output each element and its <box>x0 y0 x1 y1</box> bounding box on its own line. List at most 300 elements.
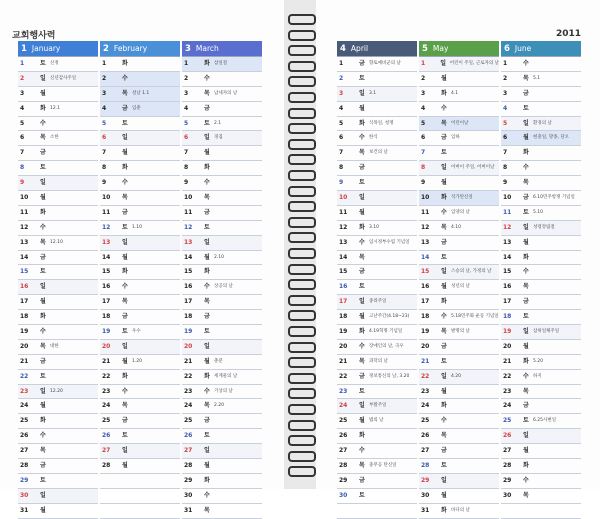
weekday: 수 <box>204 74 210 82</box>
day-row <box>337 176 417 191</box>
day-number: 7 <box>421 149 426 157</box>
day-number: 3 <box>503 89 508 97</box>
day-number: 25 <box>20 417 29 425</box>
day-row <box>337 325 417 340</box>
weekday: 수 <box>441 313 447 321</box>
day-number: 13 <box>503 238 512 246</box>
weekday: 토 <box>523 417 529 425</box>
day-number: 10 <box>184 194 193 202</box>
day-row <box>18 176 98 191</box>
weekday: 수 <box>204 387 210 395</box>
day-row <box>501 251 581 266</box>
weekday: 금 <box>122 208 128 216</box>
day-note: 세계물의 날 <box>214 373 238 379</box>
day-number: 13 <box>102 238 111 246</box>
day-number: 19 <box>184 328 193 336</box>
weekday: 화 <box>122 372 128 380</box>
day-row <box>18 87 98 102</box>
day-note: 삼일절 <box>214 61 228 66</box>
weekday: 토 <box>204 223 210 231</box>
weekday: 화 <box>204 60 210 67</box>
spiral-binding <box>284 0 316 489</box>
binding-ring <box>288 186 316 197</box>
weekday: 목 <box>359 462 365 470</box>
month-header <box>337 41 417 56</box>
month-column <box>419 41 499 519</box>
day-note: 바다의 날 <box>451 507 470 513</box>
day-row <box>182 206 262 221</box>
day-number: 2 <box>20 74 25 82</box>
day-row <box>419 72 499 87</box>
day-number: 23 <box>20 387 29 395</box>
day-number: 20 <box>102 342 111 350</box>
day-number: 16 <box>421 283 430 291</box>
weekday: 토 <box>441 253 447 261</box>
day-row <box>182 221 262 236</box>
weekday: 일 <box>441 476 447 484</box>
weekday: 수 <box>359 342 365 350</box>
day-row <box>18 131 98 146</box>
month-name: April <box>350 44 369 53</box>
day-number: 27 <box>339 447 348 455</box>
weekday: 수 <box>40 119 46 127</box>
day-number: 5 <box>503 119 508 127</box>
day-list <box>182 56 262 519</box>
day-note: 어린이 주일, 근로자의 날 <box>449 61 499 66</box>
binding-ring <box>288 357 316 368</box>
day-row <box>501 176 581 191</box>
day-note: 스승의 날, 가정의 날 <box>451 269 492 275</box>
day-row <box>182 57 262 72</box>
day-row <box>182 191 262 206</box>
day-note: 상공의 날 <box>214 284 233 290</box>
day-number <box>100 504 122 518</box>
binding-ring <box>288 170 316 181</box>
day-row <box>337 251 417 266</box>
day-number: 12 <box>339 223 348 231</box>
day-note: 향토예비군의 날 <box>369 61 401 66</box>
day-number: 30 <box>421 491 430 499</box>
day-number: 18 <box>421 313 430 321</box>
month-header <box>100 41 180 56</box>
day-row <box>18 191 98 206</box>
day-number: 30 <box>339 491 348 499</box>
day-number: 27 <box>184 447 193 455</box>
day-row <box>337 131 417 146</box>
day-row <box>182 504 262 519</box>
binding-ring <box>288 201 316 212</box>
day-row <box>501 459 581 474</box>
day-number: 22 <box>503 372 512 380</box>
day-number: 1 <box>102 60 107 67</box>
weekday: 화 <box>441 194 447 202</box>
day-note: 우수 <box>132 329 141 335</box>
day-row <box>100 310 180 325</box>
day-row <box>419 474 499 489</box>
day-row <box>100 444 180 459</box>
day-number: 17 <box>339 298 348 306</box>
day-row <box>100 414 180 429</box>
day-note: 신년감사주일 <box>50 75 77 81</box>
weekday: 일 <box>40 491 46 499</box>
day-row <box>501 355 581 370</box>
weekday: 수 <box>122 74 128 82</box>
month-column <box>182 41 262 519</box>
binding-ring <box>288 388 316 399</box>
weekday: 금 <box>204 104 210 112</box>
weekday: 화 <box>122 268 128 276</box>
weekday: 수 <box>359 447 365 455</box>
day-row <box>18 444 98 459</box>
day-note: 5.1 <box>533 75 541 81</box>
day-row <box>501 474 581 489</box>
day-number: 2 <box>102 74 107 82</box>
weekday: 수 <box>359 238 365 246</box>
weekday: 금 <box>523 194 529 202</box>
day-number: 1 <box>20 60 25 67</box>
day-number: 7 <box>102 149 107 157</box>
weekday <box>122 489 132 503</box>
day-number: 17 <box>20 298 29 306</box>
month-number: 2 <box>103 43 109 54</box>
day-number: 15 <box>20 268 29 276</box>
month-name: February <box>113 44 148 53</box>
weekday: 일 <box>359 298 365 306</box>
weekday: 일 <box>122 447 128 455</box>
day-number: 20 <box>421 342 430 350</box>
day-number: 6 <box>339 134 344 142</box>
binding-ring <box>288 435 316 446</box>
weekday: 수 <box>441 417 447 425</box>
day-number: 1 <box>503 60 508 67</box>
day-number: 26 <box>184 432 193 440</box>
day-note: 부활주일 <box>369 403 387 409</box>
day-row <box>337 146 417 161</box>
day-number: 9 <box>339 179 344 187</box>
weekday: 화 <box>359 223 365 231</box>
weekday: 화 <box>359 119 365 127</box>
day-row <box>501 295 581 310</box>
day-number: 28 <box>20 462 29 470</box>
day-number: 11 <box>503 208 512 216</box>
month-header <box>501 41 581 56</box>
day-number: 1 <box>184 60 189 67</box>
day-number: 16 <box>184 283 193 291</box>
day-row <box>419 236 499 251</box>
day-number: 13 <box>339 238 348 246</box>
day-number: 29 <box>184 476 193 484</box>
day-number: 21 <box>339 357 348 365</box>
day-note: 6.25사변일 <box>533 418 557 424</box>
day-row <box>501 191 581 206</box>
weekday: 토 <box>40 268 46 276</box>
day-number: 16 <box>102 283 111 291</box>
day-row <box>100 236 180 251</box>
weekday: 목 <box>122 298 128 306</box>
weekday: 일 <box>441 372 447 380</box>
day-row <box>182 385 262 400</box>
day-note: 경칩 <box>214 135 223 141</box>
weekday: 목 <box>441 432 447 440</box>
day-note: 고난주간(4.18~23) <box>369 314 410 320</box>
day-row <box>18 72 98 87</box>
weekday: 금 <box>359 372 365 380</box>
day-number: 2 <box>184 74 189 82</box>
day-row <box>18 280 98 295</box>
day-number: 19 <box>421 328 430 336</box>
binding-ring <box>288 310 316 321</box>
day-number: 27 <box>20 447 29 455</box>
day-number: 2 <box>421 74 426 82</box>
day-row <box>100 399 180 414</box>
weekday: 월 <box>523 342 529 350</box>
day-row <box>18 206 98 221</box>
day-number: 21 <box>503 357 512 365</box>
day-number: 24 <box>20 402 29 410</box>
day-row <box>182 295 262 310</box>
weekday: 일 <box>204 342 210 350</box>
weekday: 일 <box>523 119 529 127</box>
day-number: 26 <box>339 432 348 440</box>
day-note: 어린이날 <box>451 120 469 126</box>
day-note: 어버이 주일, 어버이날 <box>451 165 495 171</box>
day-row <box>419 176 499 191</box>
day-number: 11 <box>184 208 193 216</box>
day-row <box>501 399 581 414</box>
day-number: 12 <box>20 223 29 231</box>
day-row <box>419 414 499 429</box>
weekday: 목 <box>204 402 210 410</box>
day-row <box>419 161 499 176</box>
day-row <box>337 236 417 251</box>
day-row <box>182 310 262 325</box>
weekday: 일 <box>122 134 128 142</box>
day-row <box>182 429 262 444</box>
day-row <box>100 370 180 385</box>
weekday: 목 <box>40 238 46 246</box>
weekday: 목 <box>523 387 529 395</box>
day-number: 9 <box>20 179 25 187</box>
day-row <box>18 504 98 519</box>
day-row <box>501 87 581 102</box>
binding-ring <box>288 248 316 259</box>
day-row <box>419 102 499 117</box>
binding-ring <box>288 217 316 228</box>
day-number: 25 <box>102 417 111 425</box>
day-note: 보건의 날 <box>369 150 388 156</box>
day-number: 14 <box>20 253 29 261</box>
day-number: 21 <box>184 357 193 365</box>
day-note: 2.10 <box>214 254 225 260</box>
weekday: 월 <box>441 179 447 187</box>
day-row <box>419 131 499 146</box>
day-number: 21 <box>20 357 29 365</box>
day-row <box>501 385 581 400</box>
binding-ring <box>288 30 316 41</box>
weekday: 화 <box>523 149 529 157</box>
weekday: 월 <box>441 283 447 291</box>
day-row <box>100 131 180 146</box>
month-header <box>18 41 98 56</box>
day-number: 7 <box>20 149 25 157</box>
day-note: 발명의 날 <box>451 329 470 335</box>
day-note: 기상의 날 <box>214 388 233 394</box>
day-row <box>18 117 98 132</box>
day-number: 25 <box>339 417 348 425</box>
day-row <box>501 221 581 236</box>
day-row <box>337 295 417 310</box>
day-row <box>419 87 499 102</box>
day-note: 한식 <box>369 135 378 141</box>
day-number: 22 <box>421 372 430 380</box>
day-number: 15 <box>184 268 193 276</box>
day-row <box>337 221 417 236</box>
day-number: 30 <box>20 491 29 499</box>
day-row <box>337 340 417 355</box>
weekday: 금 <box>40 253 46 261</box>
day-row <box>337 399 417 414</box>
month-column <box>100 41 180 519</box>
day-note: 삼위일체주일 <box>533 329 560 335</box>
weekday: 화 <box>359 432 365 440</box>
day-number: 23 <box>421 387 430 395</box>
day-note: 대한 <box>50 343 59 349</box>
weekday: 금 <box>523 402 529 410</box>
month-column <box>18 41 98 519</box>
day-row <box>501 489 581 504</box>
binding-ring <box>288 232 316 243</box>
day-number: 28 <box>102 462 111 470</box>
day-number: 3 <box>20 89 25 97</box>
day-note: 현충일, 망종, 단오 <box>533 135 570 141</box>
day-number: 11 <box>20 208 29 216</box>
day-row <box>501 370 581 385</box>
day-number: 16 <box>20 283 29 291</box>
weekday: 일 <box>359 194 365 202</box>
day-list <box>100 56 180 519</box>
day-row <box>182 236 262 251</box>
weekday: 목 <box>359 357 365 365</box>
day-number: 2 <box>339 74 344 82</box>
day-number: 26 <box>102 432 111 440</box>
weekday: 금 <box>441 447 447 455</box>
day-number: 3 <box>339 89 344 97</box>
day-number: 6 <box>102 134 107 142</box>
day-number: 13 <box>421 238 430 246</box>
weekday: 목 <box>523 179 529 187</box>
day-number: 10 <box>421 194 430 202</box>
weekday <box>523 504 533 518</box>
day-row <box>337 72 417 87</box>
weekday: 화 <box>122 60 128 67</box>
weekday: 화 <box>122 164 128 172</box>
weekday: 금 <box>359 164 365 172</box>
day-number: 5 <box>421 119 426 127</box>
day-number: 10 <box>102 194 111 202</box>
day-number: 3 <box>102 89 107 97</box>
weekday: 화 <box>204 164 210 172</box>
day-row <box>501 57 581 72</box>
day-number: 24 <box>503 402 512 410</box>
day-row <box>337 265 417 280</box>
day-number: 24 <box>102 402 111 410</box>
day-row <box>419 340 499 355</box>
day-number: 13 <box>20 238 29 246</box>
weekday: 금 <box>204 208 210 216</box>
day-row <box>501 72 581 87</box>
weekday: 토 <box>40 60 46 67</box>
day-number: 7 <box>339 149 344 157</box>
day-note: 신정 <box>50 61 59 66</box>
day-row <box>337 102 417 117</box>
binding-ring <box>288 342 316 353</box>
day-row <box>18 161 98 176</box>
day-note: 환경의 날 <box>533 120 552 126</box>
day-row <box>18 414 98 429</box>
day-row <box>18 355 98 370</box>
day-row <box>100 102 180 117</box>
weekday: 토 <box>204 432 210 440</box>
weekday: 목 <box>122 89 128 97</box>
day-note: 소한 <box>50 135 59 141</box>
weekday: 화 <box>40 208 46 216</box>
weekday: 월 <box>441 74 447 82</box>
weekday: 월 <box>122 149 128 157</box>
weekday: 화 <box>40 104 46 112</box>
day-number: 5 <box>102 119 107 127</box>
weekday: 수 <box>122 387 128 395</box>
binding-ring <box>288 108 316 119</box>
weekday: 월 <box>122 357 128 365</box>
day-row <box>100 265 180 280</box>
day-row <box>501 102 581 117</box>
day-number: 1 <box>339 60 344 67</box>
day-row <box>337 57 417 72</box>
weekday: 일 <box>523 328 529 336</box>
day-number: 14 <box>339 253 348 261</box>
day-note: 12.20 <box>50 388 63 394</box>
day-row <box>419 370 499 385</box>
weekday: 화 <box>441 298 447 306</box>
weekday: 일 <box>523 223 529 231</box>
weekday: 화 <box>441 402 447 410</box>
weekday: 토 <box>523 208 529 216</box>
weekday: 월 <box>40 194 46 202</box>
day-row <box>100 474 180 489</box>
weekday: 목 <box>441 119 447 127</box>
weekday: 화 <box>359 328 365 336</box>
day-note: 3.10 <box>369 224 380 230</box>
binding-ring <box>288 76 316 87</box>
day-number: 31 <box>20 506 29 514</box>
weekday: 일 <box>359 89 365 97</box>
day-number: 17 <box>503 298 512 306</box>
day-row <box>100 251 180 266</box>
day-number: 23 <box>102 387 111 395</box>
day-note: 충무공 탄신일 <box>369 463 397 469</box>
weekday: 수 <box>523 372 529 380</box>
day-row <box>182 102 262 117</box>
weekday: 토 <box>441 357 447 365</box>
weekday: 화 <box>523 357 529 365</box>
binding-ring <box>288 466 316 477</box>
day-number: 14 <box>184 253 193 261</box>
day-row <box>419 146 499 161</box>
day-row <box>501 429 581 444</box>
month-number: 1 <box>21 43 27 54</box>
day-row <box>100 385 180 400</box>
day-number: 22 <box>20 372 29 380</box>
